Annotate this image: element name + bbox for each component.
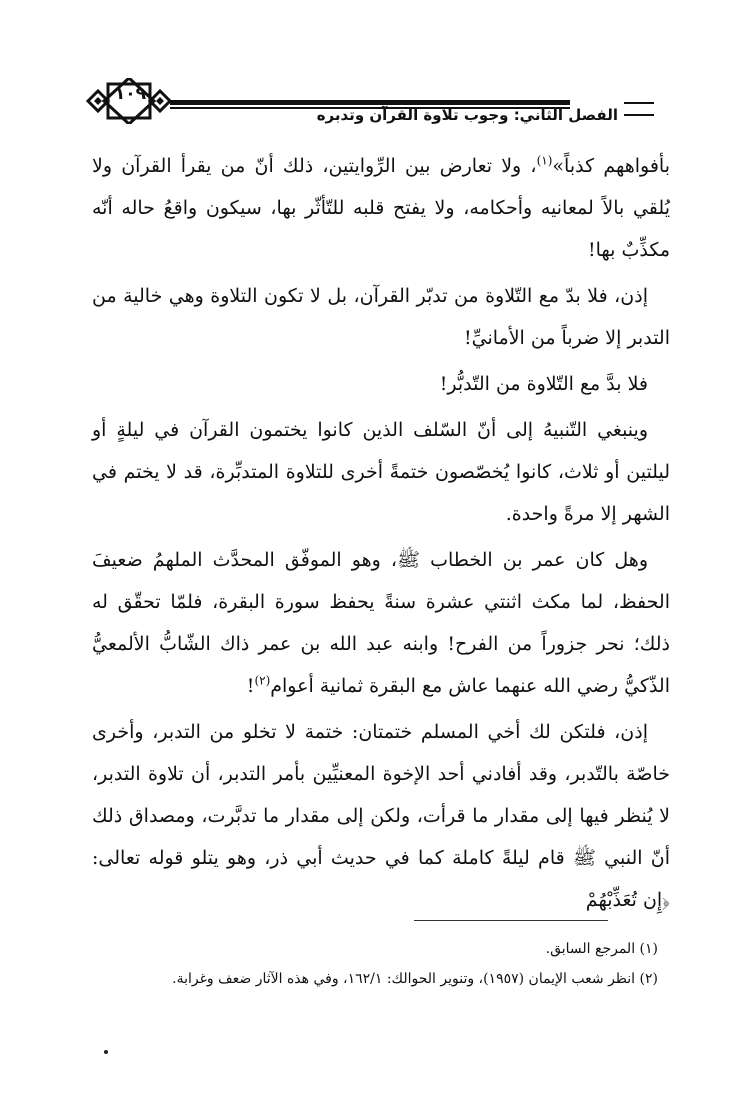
paragraph: إذن، فلتكن لك أخي المسلم ختمتان: ختمة لا تخلو من التدبر، وأخرى خاصّة بالتّدبر، وقد أفادني أحد الإخوة المعنيِّين بأمر التدبر، أن تلاوة التدبر، لا يُنظر فيها إلى مقدار ما قرأت، ولكن إلى مقدار ما تدبَّرت، ومصداق ذلك أنّ النبي ﷺ قام ليلةً كاملة كما في حديث أبي ذر، وهو يتلو قوله تعالى: ﴿إِن تُعَذِّبْهُمْ: [92, 721, 670, 911]
footnote-ref: (٢): [254, 673, 271, 688]
paragraph: إذن، فلا بدّ مع التّلاوة من تدبّر القرآن، بل لا تكون التلاوة وهي خالية من التدبر إلا ضرباً من الأمانيِّ!: [92, 285, 670, 349]
footnote-ref: (١): [536, 153, 553, 168]
paragraph: [92, 145, 670, 271]
paragraph: فلا بدَّ مع التّلاوة من التّدبُّر!: [439, 373, 648, 395]
header-rule: [170, 100, 570, 105]
quote-end: بأفواههم كذباً»: [552, 155, 671, 177]
footnotes: [172, 934, 658, 994]
main-text: [92, 145, 670, 925]
footnote-separator: [414, 920, 608, 921]
paragraph: وينبغي التّنبيهُ إلى أنّ السّلف الذين كانوا يختمون القرآن في ليلةٍ أو ليلتين أو ثلاث، كانوا يُخصّصون ختمةً أخرى للتلاوة المتدبِّرة، قد لا يختم في الشهر إلا مرةً واحدة.: [92, 419, 670, 525]
paragraph: [92, 539, 670, 707]
paragraph-text: وهل كان عمر بن الخطاب ﷺ، وهو الموفّق المحدَّث الملهمُ ضعيفَ الحفظ، لما مكث اثنتي عشرة سنةً يحفظ سورة البقرة، فلمّا تحقّق له ذلك؛ نحر جزوراً من الفرح! وابنه عبد الله بن عمر ذاك الشّابُّ الألمعيُّ الذّكيُّ رضي الله عنهما عاش مع البقرة ثمانية أعوام: [92, 549, 670, 697]
paragraph-end: !: [246, 675, 255, 697]
paragraph-text: ، ولا تعارض بين الرِّوايتين، ذلك أنّ من يقرأ القرآن ولا يُلقي بالاً لمعانيه وأحكامه، ولا يفتح قلبه للتّأثّر بها، سيكون واقعُ حاله أنّه مكذِّبٌ بها!: [92, 155, 670, 261]
running-header: [84, 78, 654, 124]
header-ornament: [624, 102, 654, 116]
footnote-1: (١) المرجع السابق.: [545, 941, 658, 957]
footnote-2: (٢) انظر شعب الإيمان (١٩٥٧)، وتنوير الحوالك: ١٦٢/١، وفي هذه الآثار ضعف وغرابة.: [172, 971, 658, 987]
scan-mark: [104, 1050, 108, 1054]
page-number: ١٠٩: [114, 84, 146, 104]
chapter-title: الفصل الثاني: وجوب تلاوة القرآن وتدبره: [316, 106, 618, 124]
